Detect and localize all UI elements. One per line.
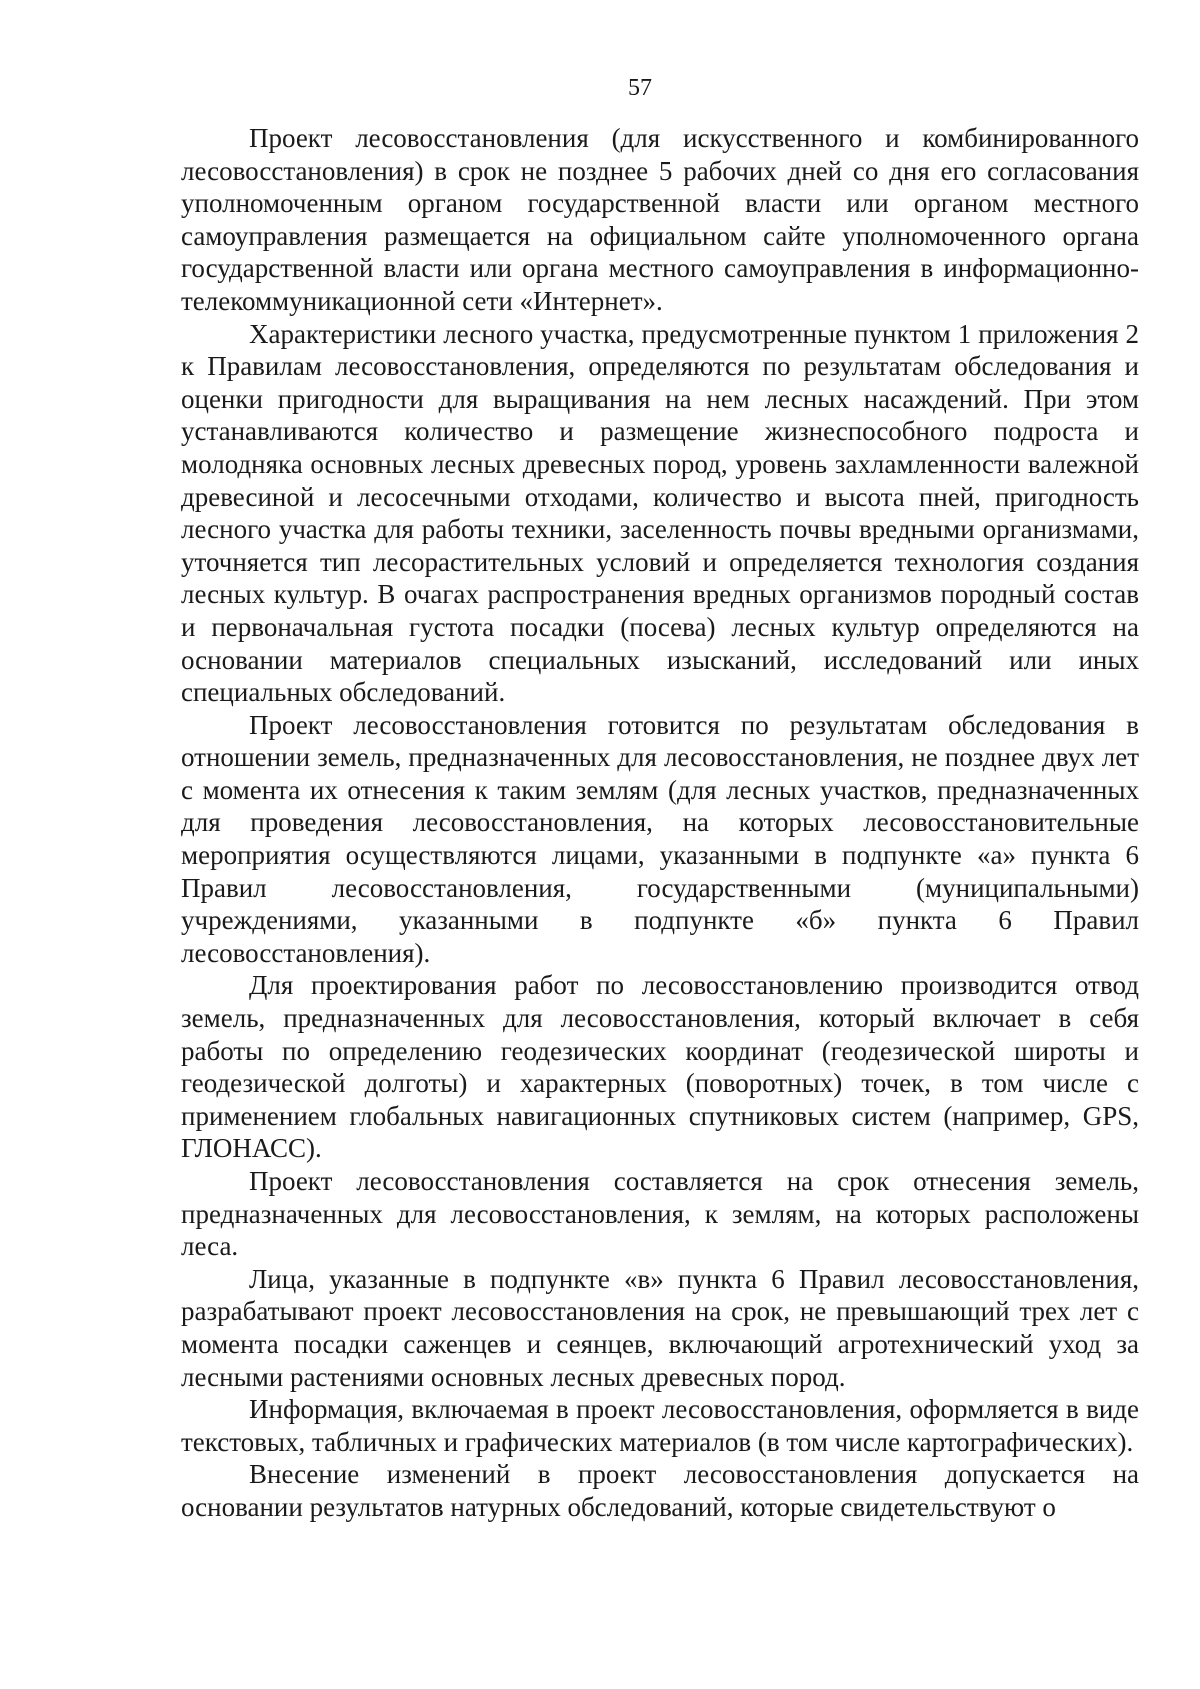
paragraph-project-publication: Проект лесовосстановления (для искусственного и комбинированного лесовосстановления) в срок не позднее 5 рабочих дней со дня его согласования уполномоченным органом государственной власти или органом местного самоуправления размещается на официальном сайте уполномоченного органа государственной власти или органа местного самоуправления в информационно-телекоммуникационной сети «Интернет».	[181, 123, 1139, 316]
paragraph-project-amendments: Внесение изменений в проект лесовосстановления допускается на основании результатов натурных обследований, которые свидетельствуют о	[181, 1459, 1139, 1522]
paragraph-project-information: Информация, включаемая в проект лесовосстановления, оформляется в виде текстовых, табличных и графических материалов (в том числе картографических).	[181, 1394, 1139, 1457]
document-body	[181, 122, 1139, 1524]
paragraph-site-characteristics: Характеристики лесного участка, предусмотренные пунктом 1 приложения 2 к Правилам лесовосстановления, определяются по результатам обследования и оценки пригодности для выращивания на нем лесных насаждений. При этом устанавливаются количество и размещение жизнеспособного подроста и молодняка основных лесных древесных пород, уровень захламленности валежной древесиной и лесосечными отходами, количество и высота пней, пригодность лесного участка для работы техники, заселенность почвы вредными организмами, уточняется тип лесорастительных условий и определяется технология создания лесных культур. В очагах распространения вредных организмов породный состав и первоначальная густота посадки (посева) лесных культур определяются на основании материалов специальных изысканий, исследований или иных специальных обследований.	[181, 318, 1139, 708]
paragraph-land-allocation: Для проектирования работ по лесовосстановлению производится отвод земель, предназначенных для лесовосстановления, который включает в себя работы по определению геодезических координат (геодезической широты и геодезической долготы) и характерных (поворотных) точек, в том числе с применением глобальных навигационных спутниковых систем (например, GPS, ГЛОНАСС).	[181, 970, 1139, 1164]
paragraph-persons-project-term: Лица, указанные в подпункте «в» пункта 6 Правил лесовосстановления, разрабатывают проект лесовосстановления на срок, не превышающий трех лет с момента посадки саженцев и сеянцев, включающий агротехнический уход за лесными растениями основных лесных древесных пород.	[181, 1263, 1139, 1392]
paragraph-project-preparation: Проект лесовосстановления готовится по результатам обследования в отношении земель, предназначенных для лесовосстановления, не позднее двух лет с момента их отнесения к таким землям (для лесных участков, предназначенных для проведения лесовосстановления, на которых лесовосстановительные мероприятия осуществляются лицами, указанными в подпункте «а» пункта 6 Правил лесовосстановления, государственными (муниципальными) учреждениями, указанными в подпункте «б» пункта 6 Правил лесовосстановления).	[181, 709, 1139, 968]
paragraph-project-term: Проект лесовосстановления составляется на срок отнесения земель, предназначенных для лесовосстановления, к землям, на которых расположены леса.	[181, 1166, 1139, 1262]
page-number: 57	[628, 75, 652, 101]
